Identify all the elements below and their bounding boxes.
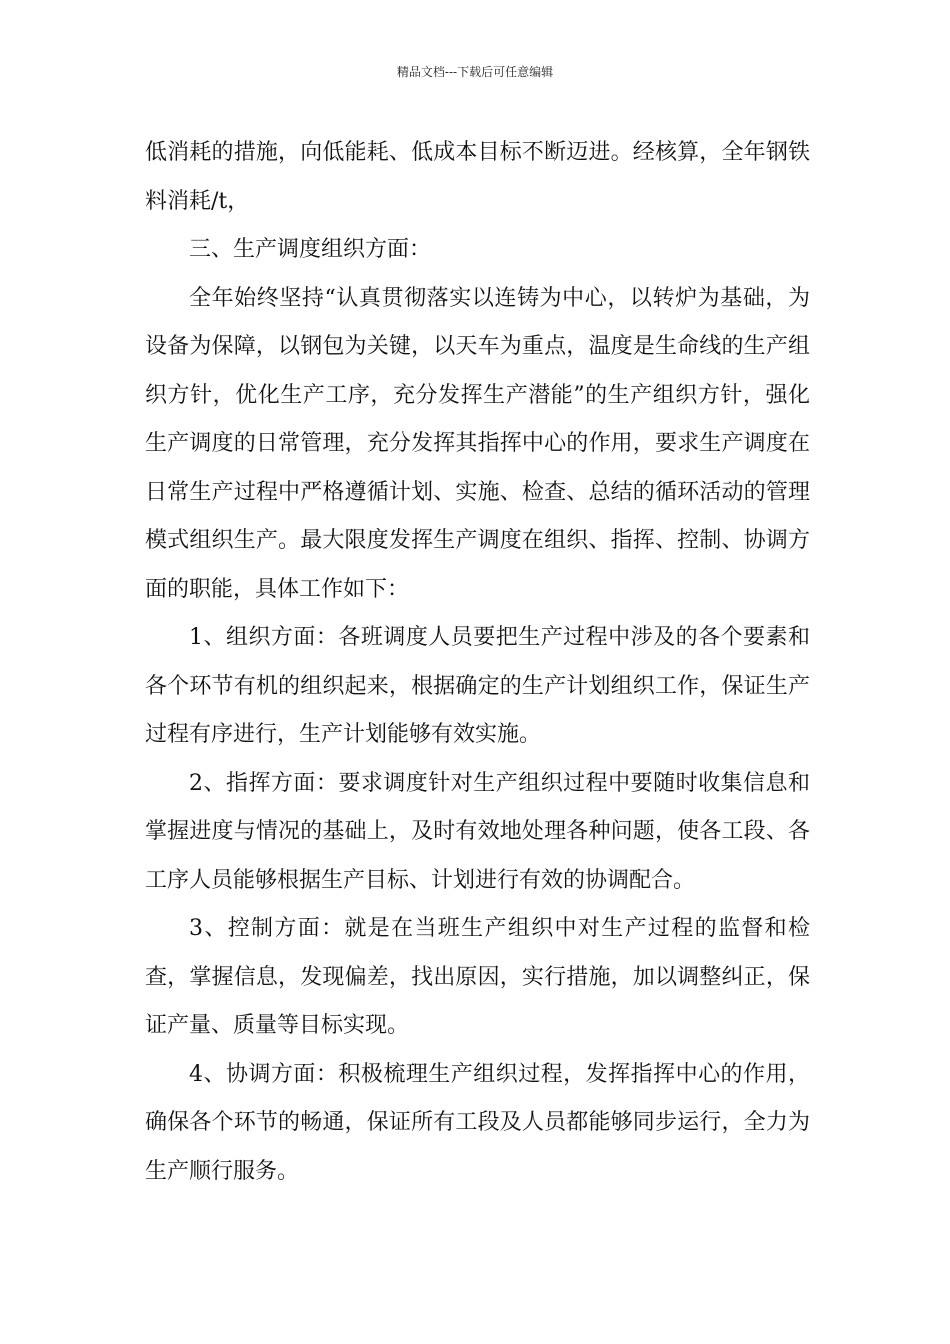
list-item-command: 2、指挥方面：要求调度针对生产组织过程中要随时收集信息和掌握进度与情况的基础上，及时有效地处理各种问题，使各工段、各工序人员能够根据生产目标、计划进行有效的协调配合。	[145, 770, 810, 893]
list-item-coordination: 4、协调方面：积极梳理生产组织过程，发挥指挥中心的作用，确保各个环节的畅通，保证所有工段及人员都能够同步运行，全力为生产顺行服务。	[145, 1061, 810, 1184]
list-item-organization: 1、组织方面：各班调度人员要把生产过程中涉及的各个要素和各个环节有机的组织起来，根据确定的生产计划组织工作，保证生产过程有序进行，生产计划能够有效实施。	[145, 625, 810, 747]
page-header: 精品文档---下载后可任意编辑	[396, 65, 554, 79]
paragraph-continuation: 低消耗的措施，向低能耗、低成本目标不断迈进。经核算，全年钢铁料消耗/t，	[145, 140, 810, 214]
section-heading: 三、生产调度组织方面：	[189, 237, 432, 262]
document-body	[145, 129, 810, 1196]
list-item-control: 3、控制方面：就是在当班生产组织中对生产过程的监督和检查，掌握信息，发现偏差，找出原因，实行措施，加以调整纠正，保证产量、质量等目标实现。	[145, 916, 810, 1038]
paragraph: 全年始终坚持“认真贯彻落实以连铸为中心，以转炉为基础，为设备为保障，以钢包为关键，以天车为重点，温度是生命线的生产组织方针，优化生产工序，充分发挥生产潜能”的生产组织方针，强化生产调度的日常管理，充分发挥其指挥中心的作用，要求生产调度在日常生产过程中严格遵循计划、实施、检查、总结的循环活动的管理模式组织生产。最大限度发挥生产调度在组织、指挥、控制、协调方面的职能，具体工作如下：	[145, 285, 810, 602]
